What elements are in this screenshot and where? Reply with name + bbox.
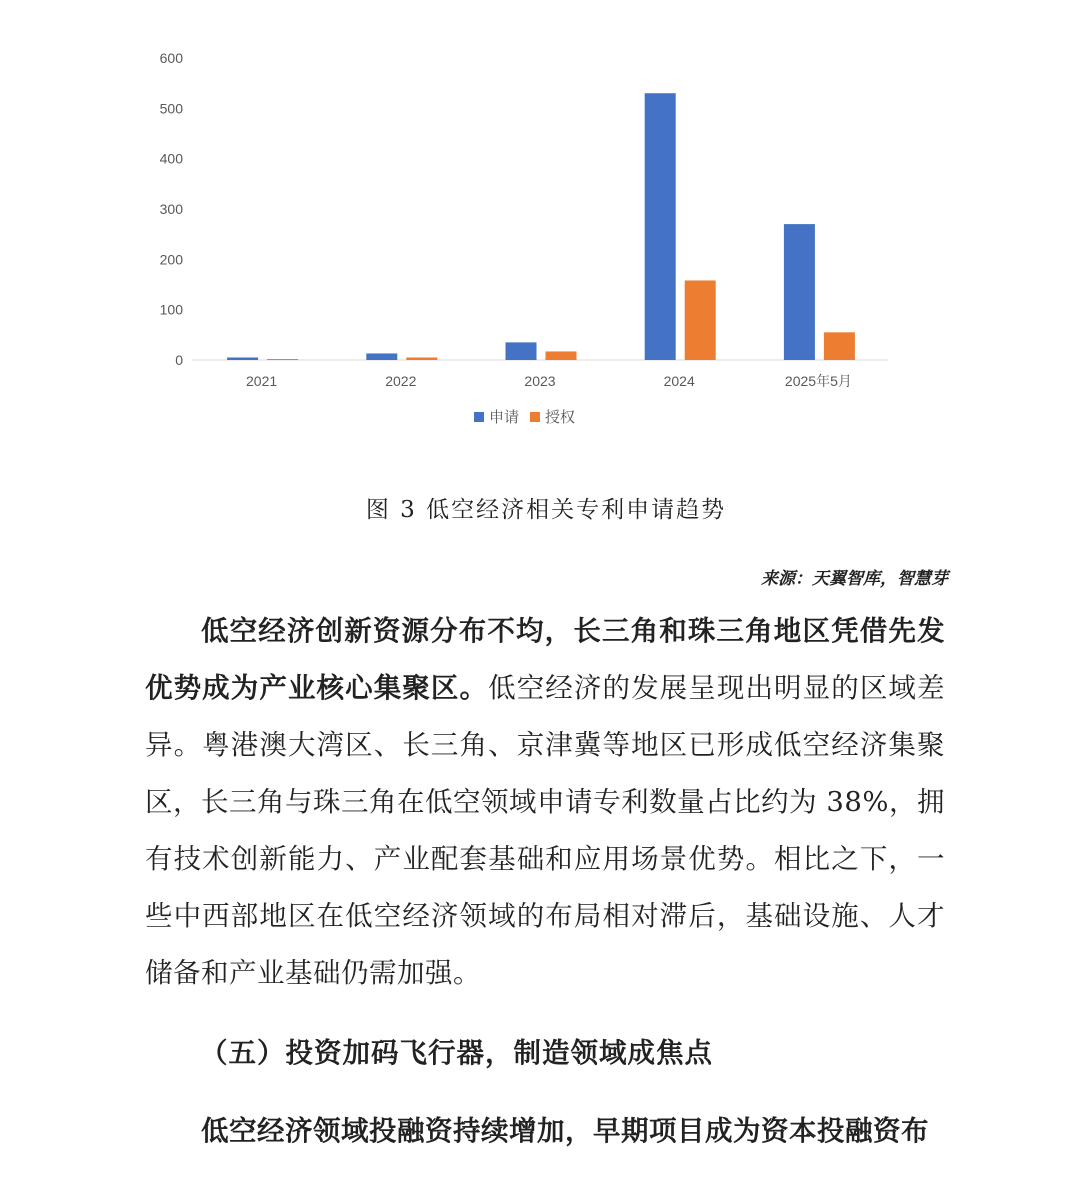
chart-legend bbox=[474, 408, 575, 426]
bar-application-3 bbox=[645, 93, 676, 360]
y-tick-label: 200 bbox=[159, 251, 183, 268]
x-tick-label: 2025年5月 bbox=[784, 373, 852, 389]
bar-application-0 bbox=[227, 357, 258, 360]
paragraph-1 bbox=[145, 603, 945, 1002]
bar-grant-0 bbox=[267, 359, 298, 360]
x-tick-label: 2022 bbox=[385, 373, 417, 389]
y-tick-label: 0 bbox=[175, 352, 183, 368]
x-tick-label: 2023 bbox=[524, 373, 556, 389]
y-tick-label: 500 bbox=[159, 100, 183, 117]
y-tick-label: 300 bbox=[159, 201, 183, 217]
paragraph-2: 低空经济领域投融资持续增加，早期项目成为资本投融资布 bbox=[201, 1115, 929, 1147]
x-tick-label: 2024 bbox=[663, 373, 695, 389]
y-tick-label: 400 bbox=[159, 150, 183, 167]
legend-swatch bbox=[530, 412, 540, 422]
bar-grant-2 bbox=[546, 351, 577, 360]
bar-grant-1 bbox=[406, 357, 437, 360]
bar-grant-3 bbox=[685, 280, 716, 360]
bar-grant-4 bbox=[824, 332, 855, 360]
paragraph-1-bold: 低空经济创新资源分布不均，长三角和珠三角地区凭借先发优势成为产业核心集聚区。 bbox=[145, 615, 945, 704]
bar-application-4 bbox=[784, 224, 815, 360]
figure-caption: 图 3 低空经济相关专利申请趋势 bbox=[365, 497, 727, 523]
paragraph-1-text: 低空经济的发展呈现出明显的区域差异。粤港澳大湾区、长三角、京津冀等地区已形成低空经济集聚区，长三角与珠三角在低空领域申请专利数量占比约为 38%，拥有技术创新能力、产业配套基础和应用场景优势。相比之下，一些中西部地区在低空经济领域的布局相对滞后，基础设施、人才储备和产业基础仍需加强。 bbox=[145, 672, 946, 989]
legend-swatch bbox=[474, 412, 484, 422]
legend-label: 申请 bbox=[489, 409, 520, 426]
legend-label: 授权 bbox=[545, 409, 576, 426]
y-tick-label: 100 bbox=[159, 301, 183, 318]
figure-source: 来源：天翼智库，智慧芽 bbox=[761, 569, 948, 589]
x-tick-label: 2021 bbox=[246, 373, 278, 389]
y-axis-ticks bbox=[160, 50, 184, 368]
section-heading: （五）投资加码飞行器，制造领域成焦点 bbox=[200, 1037, 713, 1069]
patent-trend-chart bbox=[0, 0, 1080, 450]
bar-application-2 bbox=[506, 342, 537, 360]
x-axis-ticks bbox=[246, 373, 852, 389]
y-tick-label: 600 bbox=[159, 50, 183, 66]
bars bbox=[227, 93, 855, 360]
bar-application-1 bbox=[366, 353, 397, 360]
